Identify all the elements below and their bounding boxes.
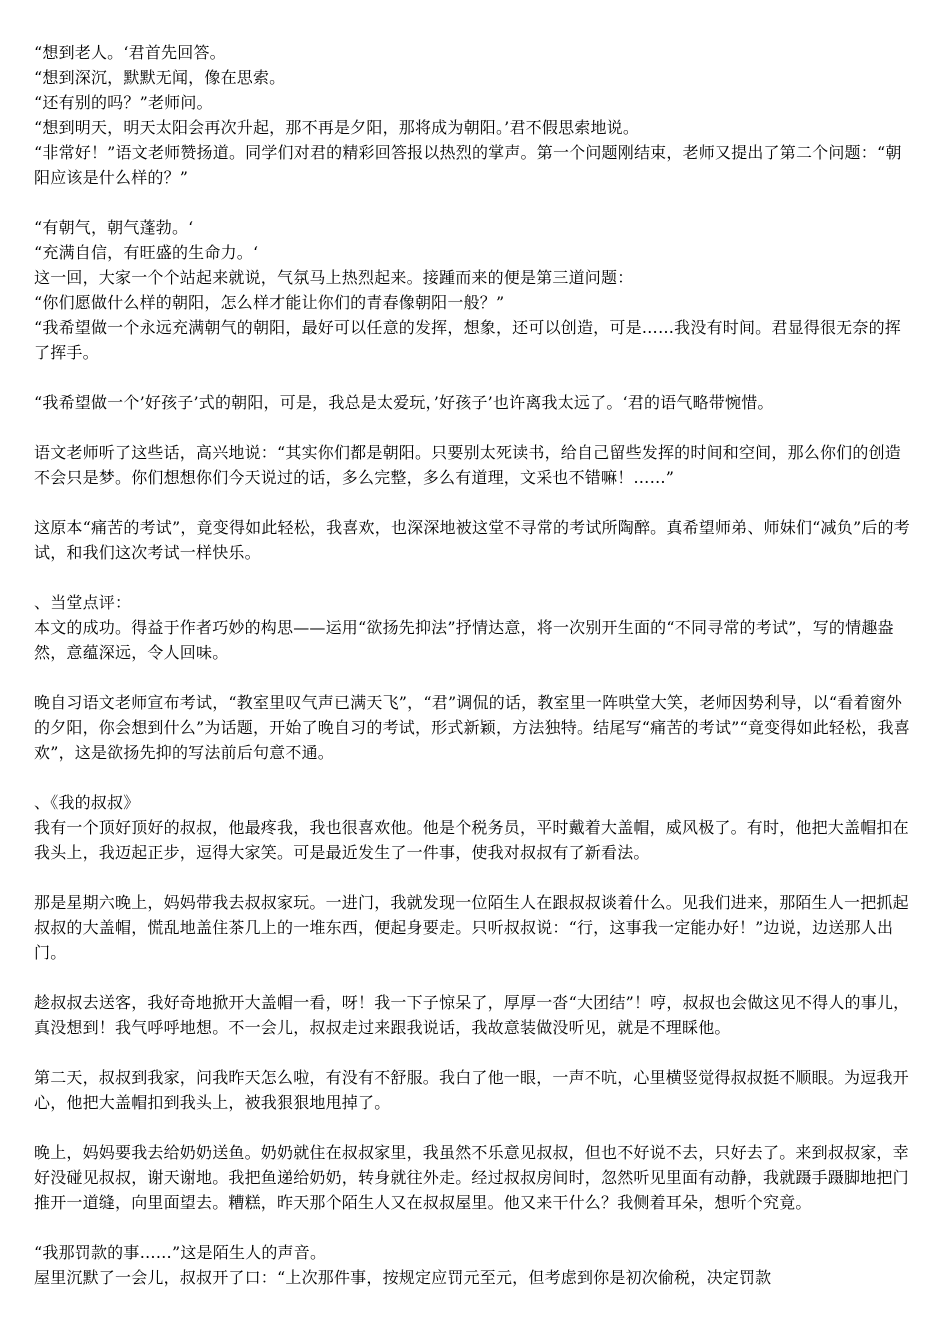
blank-line <box>34 965 916 990</box>
paragraph: “你们愿做什么样的朝阳，怎么样才能让你们的青春像朝阳一般？” <box>34 293 505 312</box>
paragraph: “充满自信，有旺盛的生命力。‘ <box>34 243 259 262</box>
paragraph: “我希望做一个’好孩子’式的朝阳，可是，我总是太爱玩，’好孩子’也许离我太远了。‘君的语气略带惋惜。 <box>34 393 774 412</box>
paragraph: “还有别的吗？”老师问。 <box>34 93 213 112</box>
paragraph: “想到明天，明天太阳会再次升起，那不再是夕阳，那将成为朝阳。’君不假思索地说。 <box>34 118 640 137</box>
paragraph: 、当堂点评： <box>34 593 132 612</box>
paragraph: “想到深沉，默默无闻，像在思索。 <box>34 68 286 87</box>
paragraph: 晚自习语文老师宣布考试，“教室里叹气声已满天飞”，“君”调侃的话，教室里一阵哄堂大笑，老师因势利导，以“看着窗外的夕阳，你会想到什么”为话题，开始了晚自习的考试，形式新颖，方法独特。结尾写“痛苦的考试”“竟变得如此轻松，我喜欢”，这是欲扬先抑的写法前后句意不通。 <box>34 693 910 762</box>
blank-line <box>34 365 916 390</box>
blank-line <box>34 415 916 440</box>
paragraph: 这一回，大家一个个站起来就说，气氛马上热烈起来。接踵而来的便是第三道问题： <box>34 268 634 287</box>
paragraph: 这原本“痛苦的考试”，竟变得如此轻松，我喜欢，也深深地被这堂不寻常的考试所陶醉。真希望师弟、师妹们“减负”后的考试，和我们这次考试一样快乐。 <box>34 518 910 562</box>
blank-line <box>34 665 916 690</box>
paragraph: 晚上，妈妈要我去给奶奶送鱼。奶奶就住在叔叔家里，我虽然不乐意见叔叔，但也不好说不去，只好去了。来到叔叔家，幸好没碰见叔叔，谢天谢地。我把鱼递给奶奶，转身就往外走。经过叔叔房间时，忽然听见里面有动静，我就蹑手蹑脚地把门推开一道缝，向里面望去。糟糕，昨天那个陌生人又在叔叔屋里。他又来干什么？我侧着耳朵，想听个究竟。 <box>34 1143 909 1212</box>
paragraph: “想到老人。‘君首先回答。 <box>34 43 226 62</box>
paragraph: 趁叔叔去送客，我好奇地掀开大盖帽一看，呀！我一下子惊呆了，厚厚一沓“大团结”！哼，叔叔也会做这见不得人的事儿，真没想到！我气呼呼地想。不一会儿，叔叔走过来跟我说话，我故意装做没听见，就是不理睬他。 <box>34 993 910 1037</box>
paragraph: 本文的成功。得益于作者巧妙的构思——运用“欲扬先抑法”抒情达意，将一次别开生面的“不同寻常的考试”，写的情趣盎然，意蕴深远，令人回味。 <box>34 618 894 662</box>
blank-line <box>34 1115 916 1140</box>
paragraph: 屋里沉默了一会儿，叔叔开了口：“上次那件事，按规定应罚元至元，但考虑到你是初次偷税，决定罚款 <box>34 1268 772 1287</box>
blank-line <box>34 865 916 890</box>
blank-line <box>34 1215 916 1240</box>
blank-line <box>34 1040 916 1065</box>
blank-line <box>34 190 916 215</box>
paragraph: “我那罚款的事……”这是陌生人的声音。 <box>34 1243 327 1262</box>
paragraph: “我希望做一个永远充满朝气的朝阳，最好可以任意的发挥，想象，还可以创造，可是……我没有时间。君显得很无奈的挥了挥手。 <box>34 318 901 362</box>
blank-line <box>34 765 916 790</box>
paragraph: 、《我的叔叔》 <box>34 793 140 812</box>
paragraph: “非常好！”语文老师赞扬道。同学们对君的精彩回答报以热烈的掌声。第一个问题刚结束，老师又提出了第二个问题：“朝阳应该是什么样的？” <box>34 143 902 187</box>
blank-line <box>34 565 916 590</box>
paragraph: “有朝气，朝气蓬勃。‘ <box>34 218 194 237</box>
blank-line <box>34 490 916 515</box>
paragraph: 我有一个顶好顶好的叔叔，他最疼我，我也很喜欢他。他是个税务员，平时戴着大盖帽，威风极了。有时，他把大盖帽扣在我头上，我迈起正步，逗得大家笑。可是最近发生了一件事，使我对叔叔有了新看法。 <box>34 818 909 862</box>
paragraph: 第二天，叔叔到我家，问我昨天怎么啦，有没有不舒服。我白了他一眼，一声不吭，心里横竖觉得叔叔挺不顺眼。为逗我开心，他把大盖帽扣到我头上，被我狠狠地甩掉了。 <box>34 1068 909 1112</box>
paragraph: 那是星期六晚上，妈妈带我去叔叔家玩。一进门，我就发现一位陌生人在跟叔叔谈着什么。见我们进来，那陌生人一把抓起叔叔的大盖帽，慌乱地盖住茶几上的一堆东西，便起身要走。只听叔叔说：“行，这事我一定能办好！”边说，边送那人出门。 <box>34 893 909 962</box>
paragraph: 语文老师听了这些话，高兴地说：“其实你们都是朝阳。只要别太死读书，给自己留些发挥的时间和空间，那么你们的创造不会只是梦。你们想想你们今天说过的话，多么完整，多么有道理，文采也不错嘛！……” <box>34 443 901 487</box>
